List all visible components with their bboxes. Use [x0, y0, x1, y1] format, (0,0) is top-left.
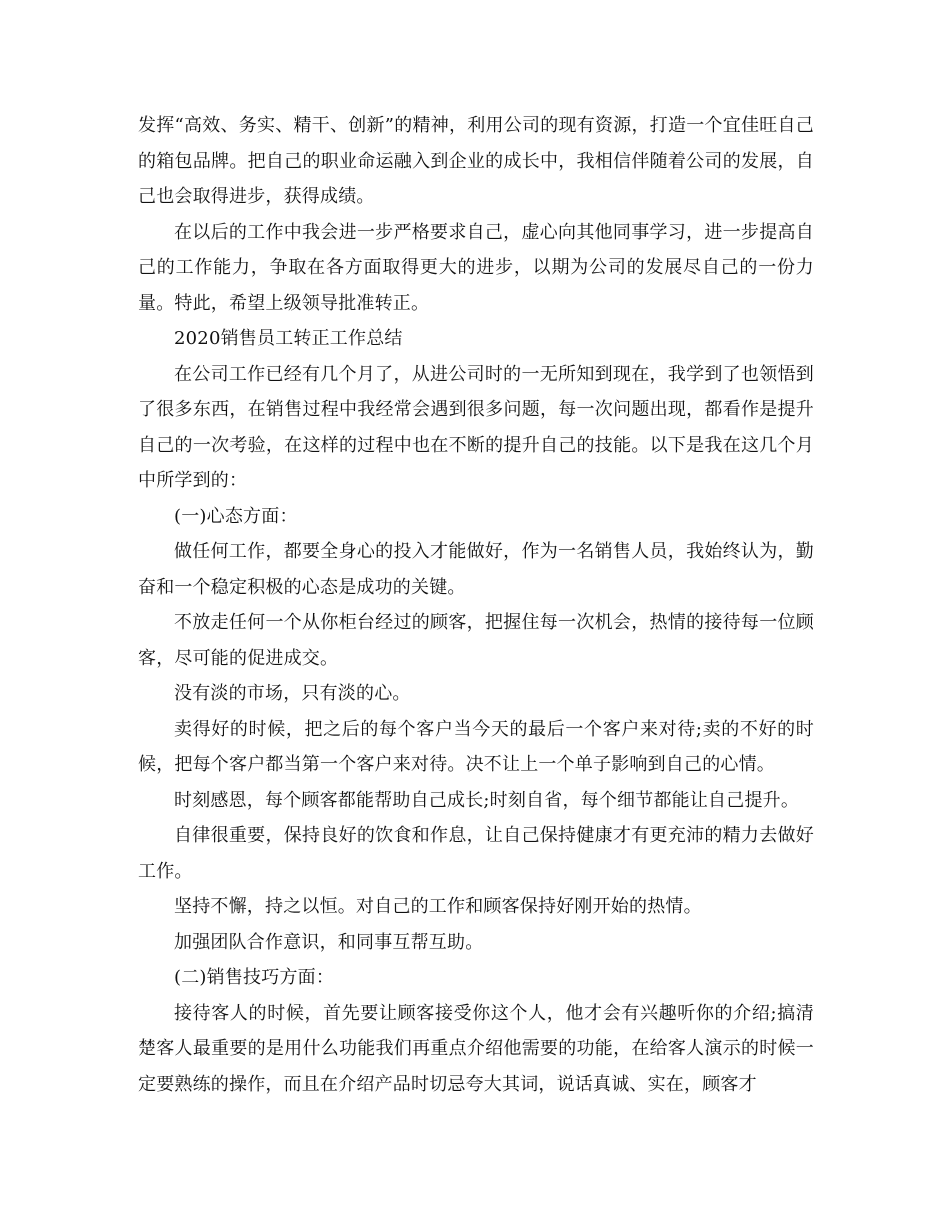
paragraph: 接待客人的时候，首先要让顾客接受你这个人，他才会有兴趣听你的介绍;搞清楚客人最重要的是用什么功能我们再重点介绍他需要的功能，在给客人演示的时候一定要熟练的操作，而且在介绍产品时切忌夸大其词，说话真诚、实在，顾客才 [138, 1002, 814, 1095]
document-body [138, 108, 814, 1102]
paragraph: 坚持不懈，持之以恒。对自己的工作和顾客保持好刚开始的热情。 [174, 896, 702, 917]
paragraph: 自律很重要，保持良好的饮食和作息，让自己保持健康才有更充沛的精力去做好工作。 [138, 825, 814, 882]
paragraph-continuation: 发挥“高效、务实、精干、创新”的精神，利用公司的现有资源，打造一个宜佳旺自己的箱包品牌。把自己的职业命运融入到企业的成长中，我相信伴随着公司的发展，自己也会取得进步，获得成绩。 [138, 115, 814, 207]
paragraph: 没有淡的市场，只有淡的心。 [174, 683, 411, 704]
section-heading: 2020销售员工转正工作总结 [174, 328, 403, 349]
subsection-heading: (二)销售技巧方面： [174, 967, 335, 988]
paragraph: 在公司工作已经有几个月了，从进公司时的一无所知到现在，我学到了也领悟到了很多东西，在销售过程中我经常会遇到很多问题，每一次问题出现，都看作是提升自己的一次考验，在这样的过程中也在不断的提升自己的技能。以下是我在这几个月中所学到的： [138, 363, 814, 491]
paragraph: 卖得好的时候，把之后的每个客户当今天的最后一个客户来对待;卖的不好的时候，把每个客户都当第一个客户来对待。决不让上一个单子影响到自己的心情。 [138, 718, 814, 775]
paragraph: 做任何工作，都要全身心的投入才能做好，作为一名销售人员，我始终认为，勤奋和一个稳定积极的心态是成功的关键。 [138, 541, 814, 598]
paragraph: 不放走任何一个从你柜台经过的顾客，把握住每一次机会，热情的接待每一位顾客，尽可能的促进成交。 [138, 612, 814, 669]
subsection-heading: (一)心态方面： [174, 505, 298, 527]
paragraph: 时刻感恩，每个顾客都能帮助自己成长;时刻自省，每个细节都能让自己提升。 [174, 789, 800, 811]
paragraph: 在以后的工作中我会进一步严格要求自己，虚心向其他同事学习，进一步提高自己的工作能力，争取在各方面取得更大的进步，以期为公司的发展尽自己的一份力量。特此，希望上级领导批准转正。 [138, 221, 814, 314]
paragraph: 加强团队合作意识，和同事互帮互助。 [174, 931, 484, 953]
